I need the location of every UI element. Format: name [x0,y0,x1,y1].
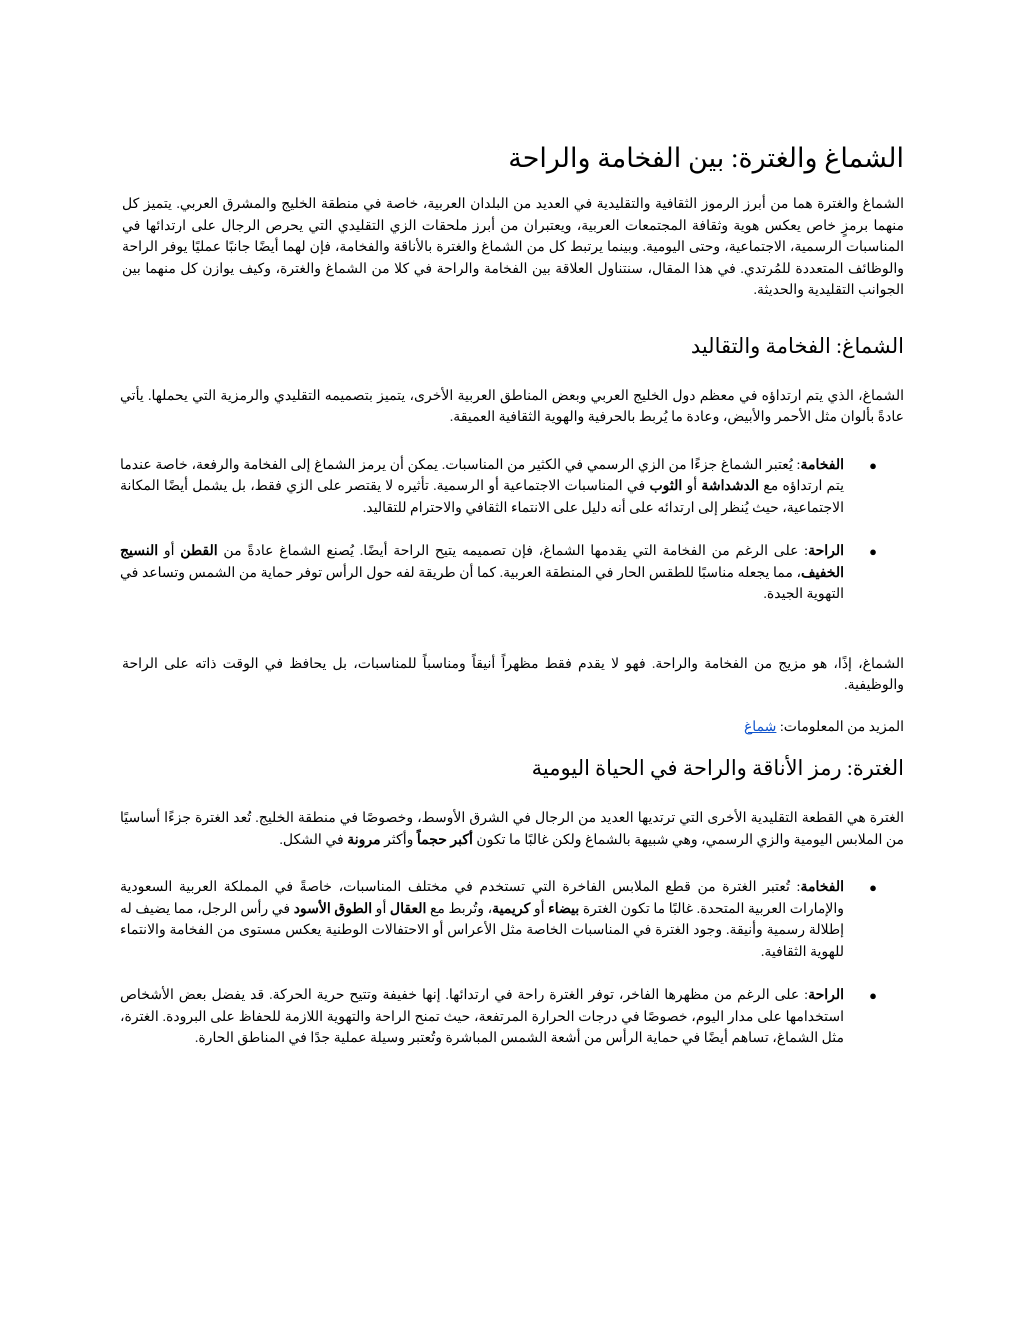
intro-paragraph: الشماغ والغترة هما من أبرز الرموز الثقافية والتقليدية في العديد من البلدان العربية، خاصة في منطقة الخليج والمشرق العربي. يتميز كل منهما برمزٍ خاص يعكس هوية وثقافة المجتمعات العربية، ويعتبران من أبرز ملحقات الزي التقليدي التي يحرص الرجال على ارتدائها في المناسبات الرسمية، الاجتماعية، وحتى اليومية. وبينما يرتبط كل من الشماغ والغترة بالأناقة والفخامة، فإن لهما أيضًا جانبًا عمليًا يوفر الراحة والوظائف المتعددة للمُرتدي. في هذا المقال، سنتناول العلاقة بين الفخامة والراحة في كلا من الشماغ والغترة، وكيف يوازن كل منهما بين الجوانب التقليدية والحديثة. [122,197,904,298]
section2-heading: الغترة: رمز الأناقة والراحة في الحياة اليومية [531,756,904,780]
bullet-text [120,880,844,960]
list-item [120,985,877,1050]
bold-term: النسيج الخفيف [120,544,844,581]
text-run: الغترة هي القطعة التقليدية الأخرى التي ترتديها العديد من الرجال في الشرق الأوسط، وخصوصًا في منطقة الخليج. تُعد الغترة جزءًا أساسيًا من الملابس اليومية والزي الرسمي، وهي شبيهة بالشماغ ولكن غالبًا ما تكون [120,811,904,848]
text-run: ، مما يجعله مناسبًا للطقس الحار في المنطقة العربية. كما أن طريقة لفه حول الرأس توفر حماية من الشمس وتساعد في التهوية الجيدة. [120,565,844,602]
bold-term: بيضاء [548,901,580,917]
bold-term: الطوق الأسود [293,901,373,917]
bullet-label: الفخامة [800,880,844,895]
bullet-icon: ● [869,457,877,473]
bold-term: مرونة [347,832,381,848]
section1-paragraph: الشماغ، الذي يتم ارتداؤه في معظم دول الخليج العربي وبعض المناطق العربية الأخرى، يتميز بتصميمه التقليدي والرمزية التي يحملها. يأتي عادةً بألوان مثل الأحمر والأبيض، وعادة ما يُربط بالحرفية والهوية الثقافية العميقة. [120,388,904,425]
section2-paragraph [120,808,904,851]
text-run: ، وتُربط مع [426,901,493,917]
list-item [120,541,877,606]
section1-closing-paragraph: الشماغ، إذًا، هو مزيج من الفخامة والراحة. فهو لا يقدم فقط مظهراً أنيقاً ومناسباً للمناسبات، بل يحافظ في الوقت ذاته على الراحة والوظيفية. [122,656,904,693]
more-info-link[interactable]: شماغ [743,719,777,735]
bullet-icon: ● [869,988,877,1003]
text-run: أو [530,901,549,917]
bullet-label: الراحة [808,544,845,559]
more-info-line [120,717,904,739]
more-info-label: المزيد من المعلومات: [776,719,904,735]
bullet-label: الفخامة [800,457,844,473]
section1-heading: الشماغ: الفخامة والتقاليد [690,333,904,358]
bullet-icon: ● [869,544,877,559]
bullet-text [120,458,844,516]
text-run: أو [372,901,390,917]
text-run: : على الرغم من مظهرها الفاخر، توفر الغترة راحة في ارتدائها. إنها خفيفة وتتيح حرية الحركة. قد يفضل بعض الأشخاص استخدامها على مدار اليوم، خصوصًا في درجات الحرارة المرتفعة، حيث تمنح الراحة والتهوية اللازمة للحفاظ على البرودة. الغترة، مثل الشماغ، تساهم أيضًا في حماية الرأس من أشعة الشمس المباشرة وتُعتبر وسيلة عملية جدًا في المناطق الحارة. [120,988,844,1046]
bullet-text [120,988,844,1046]
section2-bullet-list [120,877,904,1050]
bold-term: العقال [389,901,427,917]
bold-term: أكبر حجماً [416,832,473,848]
list-item [120,877,877,963]
bold-term: القطن [180,544,218,559]
text-run: وأكثر [380,832,417,848]
text-run: : تُعتبر الغترة من قطع الملابس الفاخرة التي تستخدم في مختلف المناسبات، خاصةً في المملكة العربية السعودية والإمارات العربية المتحدة. غالبًا ما تكون الغترة [120,880,844,917]
section1-bullet-list [120,455,904,606]
bullet-label: الراحة [808,988,844,1003]
text-run: أو [682,479,702,494]
text-run: في الشكل. [279,832,348,848]
article-title: الشماغ والغترة: بين الفخامة والراحة [508,143,904,173]
bold-term: الدشداشة [701,479,760,494]
bullet-text [120,544,844,602]
list-item [120,455,877,520]
text-run: : يُعتبر الشماغ جزءًا من الزي الرسمي في الكثير من المناسبات. يمكن أن يرمز الشماغ إلى الفخامة والرفعة، خاصة عندما يتم ارتداؤه مع [120,457,844,494]
text-run: في رأس الرجل، مما يضيف له إطلالة رسمية وأنيقة. وجود الغترة في المناسبات الخاصة مثل الأعراس أو الاحتفالات الوطنية يعكس مستوى من الفخامة والانتماء للهوية الثقافية. [120,901,844,960]
bullet-icon: ● [869,880,877,895]
text-run: : على الرغم من الفخامة التي يقدمها الشماغ، فإن تصميمه يتيح الراحة أيضًا. يُصنع الشماغ عادةً من [217,544,809,559]
text-run: في المناسبات الاجتماعية أو الرسمية. تأثيره لا يقتصر على الزي فقط، بل يشمل أيضًا المكانة الاجتماعية، حيث يُنظر إلى ارتدائه على أنه دليل على الانتماء الثقافي والاحترام للتقاليد. [120,479,844,516]
text-run: أو [158,544,181,559]
article-body [120,138,904,1050]
bold-term: الثوب [649,479,683,494]
bold-term: كريمية [492,901,531,917]
